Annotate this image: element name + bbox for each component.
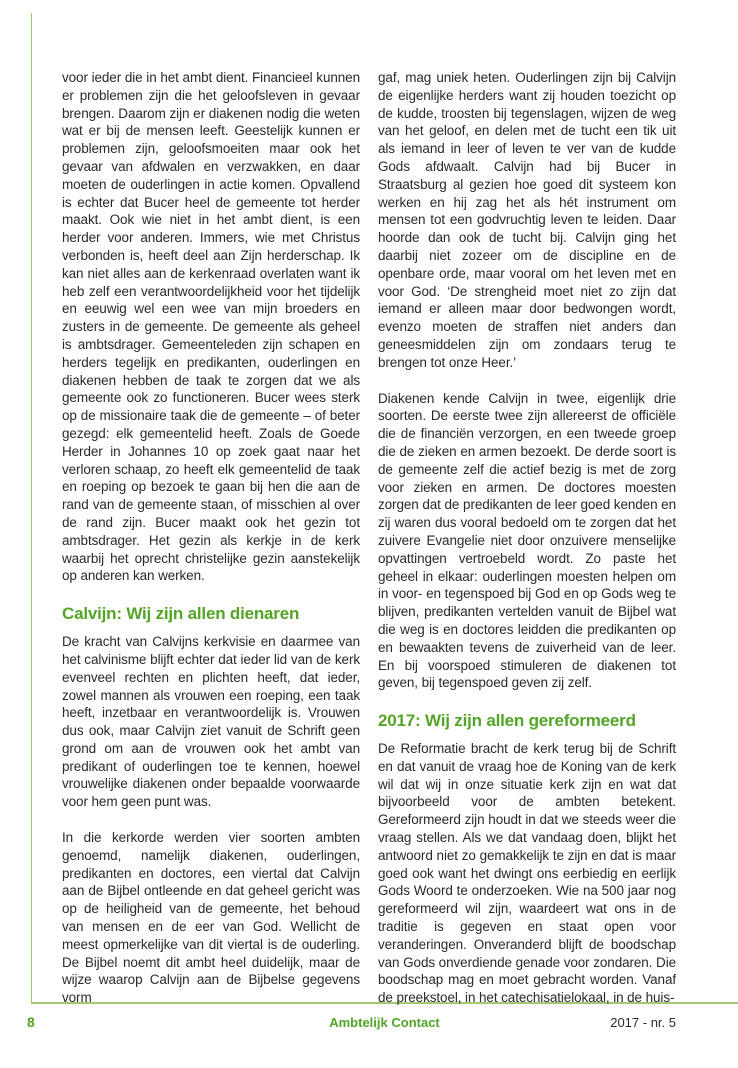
- page-number: 8: [27, 1014, 35, 1030]
- paragraph: voor ieder die in het ambt dient. Financieel kunnen er problemen zijn die het geloofsleven in gevaar brengen. Daarom zijn er diakenen nodig die weten wat er bij de mensen leeft. Geestelijk kunnen er problemen zijn, geloofsmoeiten maar ook het gevaar van afdwalen en verzwakken, en daar moeten de ouderlingen in actie komen. Opvallend is echter dat Bucer heel de gemeente tot herder maakt. Ook wie niet in het ambt dient, is een herder voor anderen. Immers, wie met Christus verbonden is, heeft deel aan Zijn herderschap. Ik kan niet alles aan de kerkenraad overlaten want ik heb zelf een verantwoordelijkheid voor het tijdelijk en eeuwig wel een wee van mijn broeders en zusters in de gemeente. De gemeente als geheel is ambtsdrager. Gemeenteleden zijn schapen en herders tegelijk en predikanten, ouderlingen en diakenen hebben de taak te zorgen dat we als gemeente ook zo functioneren. Bucer wees sterk op de missionaire taak die de gemeente – of beter gezegd: elk gemeentelid heeft. Zoals de Goede Herder in Johannes 10 op zoek gaat naar het verloren schaap, zo heeft elk gemeentelid de taak en roeping op bezoek te gaan bij hen die aan de rand van de gemeente staan, of misschien al over de rand zijn. Bucer maakt ook het gezin tot ambtsdrager. Het gezin als kerkje in de kerk waarbij het oprecht christelijke gezin aanstekelijk op anderen kan werken.: [62, 70, 360, 584]
- paragraph: Diakenen kende Calvijn in twee, eigenlijk drie soorten. De eerste twee zijn allereerst de officiële die de financiën verzorgen, en een tweede groep die de zieken en armen bezoekt. De derde soort is de gemeente zelf die actief bezig is met de zorg voor zieken en armen. De doctores moesten zorgen dat de predikanten de leer goed kenden en zij waren dus vooral bedoeld om te zorgen dat het zuivere Evangelie niet door onzuivere menselijke opvattingen vertroebeld wordt. Zo paste het geheel in elkaar: ouderlingen moesten helpen om in voor- en tegenspoed bij God en op Gods weg te blijven, predikanten vertelden vanuit de Bijbel wat die weg is en doctores leidden die predikanten op en bewaakten tevens de zuiverheid van de leer. En bij voorspoed stimuleren de diakenen tot geven, bij tegenspoed geven zij zelf.: [378, 390, 676, 691]
- paragraph: gaf, mag uniek heten. Ouderlingen zijn bij Calvijn de eigenlijke herders want zij houden toezicht op de kudde, troosten bij tegenslagen, wijzen de weg van het geloof, en delen met de tucht een tik uit als iemand in leer of leven te ver van de kudde Gods afdwaalt. Calvijn had bij Bucer in Straatsburg al gezien hoe goed dit systeem kon werken en hij zag het als hét instrument om mensen tot een godvruchtig leven te leiden. Daar hoorde dan ook de tucht bij. Calvijn ging het daarbij niet zozeer om de discipline en de openbare orde, maar vooral om het leven met en voor God. ‘De strengheid moet niet zo zijn dat iemand er alleen maar door bedwongen wordt, evenzo moeten de straffen niet anders dan geneesmiddelen zijn om zondaars terug te brengen tot onze Heer.’: [378, 70, 676, 370]
- section-heading: Calvijn: Wij zijn allen dienaren: [62, 604, 300, 624]
- paragraph: De kracht van Calvijns kerkvisie en daarmee van het calvinisme blijft echter dat ieder lid van de kerk evenveel rechten en plichten heeft, dat ieder, zowel mannen als vrouwen een roeping, een taak heeft, inzetbaar en verantwoordelijk is. Vrouwen dus ook, maar Calvijn ziet vanuit de Schrift geen grond om aan de vrouwen ook het ambt van predikant of ouderlingen toe te kennen, hoewel vrouwelijke diakenen onder bepaalde voorwaarde voor hem geen punt was.: [62, 634, 360, 810]
- page-footer: [0, 1014, 738, 1036]
- left-margin-rule: [31, 13, 32, 1002]
- paragraph: In die kerkorde werden vier soorten ambten genoemd, namelijk diakenen, ouderlingen, predikanten en doctores, een viertal dat Calvijn aan de Bijbel ontleende en dat geheel gericht was op de heiligheid van de gemeente, het behoud van mensen en de eer van God. Wellicht de meest opmerkelijke van dit viertal is de ouderling. De Bijbel noemt dit ambt heel duidelijk, maar de wijze waarop Calvijn aan de Bijbelse gegevens vorm: [62, 830, 360, 1006]
- article-body: [62, 69, 676, 1007]
- issue-label: 2017 - nr. 5: [610, 1015, 676, 1030]
- journal-title: Ambtelijk Contact: [329, 1015, 440, 1030]
- paragraph: De Reformatie bracht de kerk terug bij de Schrift en dat vanuit de vraag hoe de Koning van de kerk wil dat wij in onze situatie kerk zijn en wat dat bijvoorbeeld voor de ambten betekent. Gereformeerd zijn houdt in dat we steeds weer die vraag stellen. Als we dat vandaag doen, blijkt het antwoord niet zo gemakkelijk te zijn en dat is maar goed ook want het dwingt ons eerbiedig en eerlijk Gods Woord te onderzoeken. Wie na 500 jaar nog gereformeerd wil zijn, waardeert wat ons in de traditie is gegeven en staat open voor veranderingen. Onveranderd blijft de boodschap van Gods onverdiende genade voor zondaren. Die boodschap mag en moet gebracht worden. Vanaf de preekstoel, in het catechisatielokaal, in de huis-: [378, 741, 676, 1006]
- section-heading: 2017: Wij zijn allen gereformeerd: [378, 711, 636, 731]
- column-left: [62, 69, 360, 1007]
- column-right: [378, 69, 676, 1007]
